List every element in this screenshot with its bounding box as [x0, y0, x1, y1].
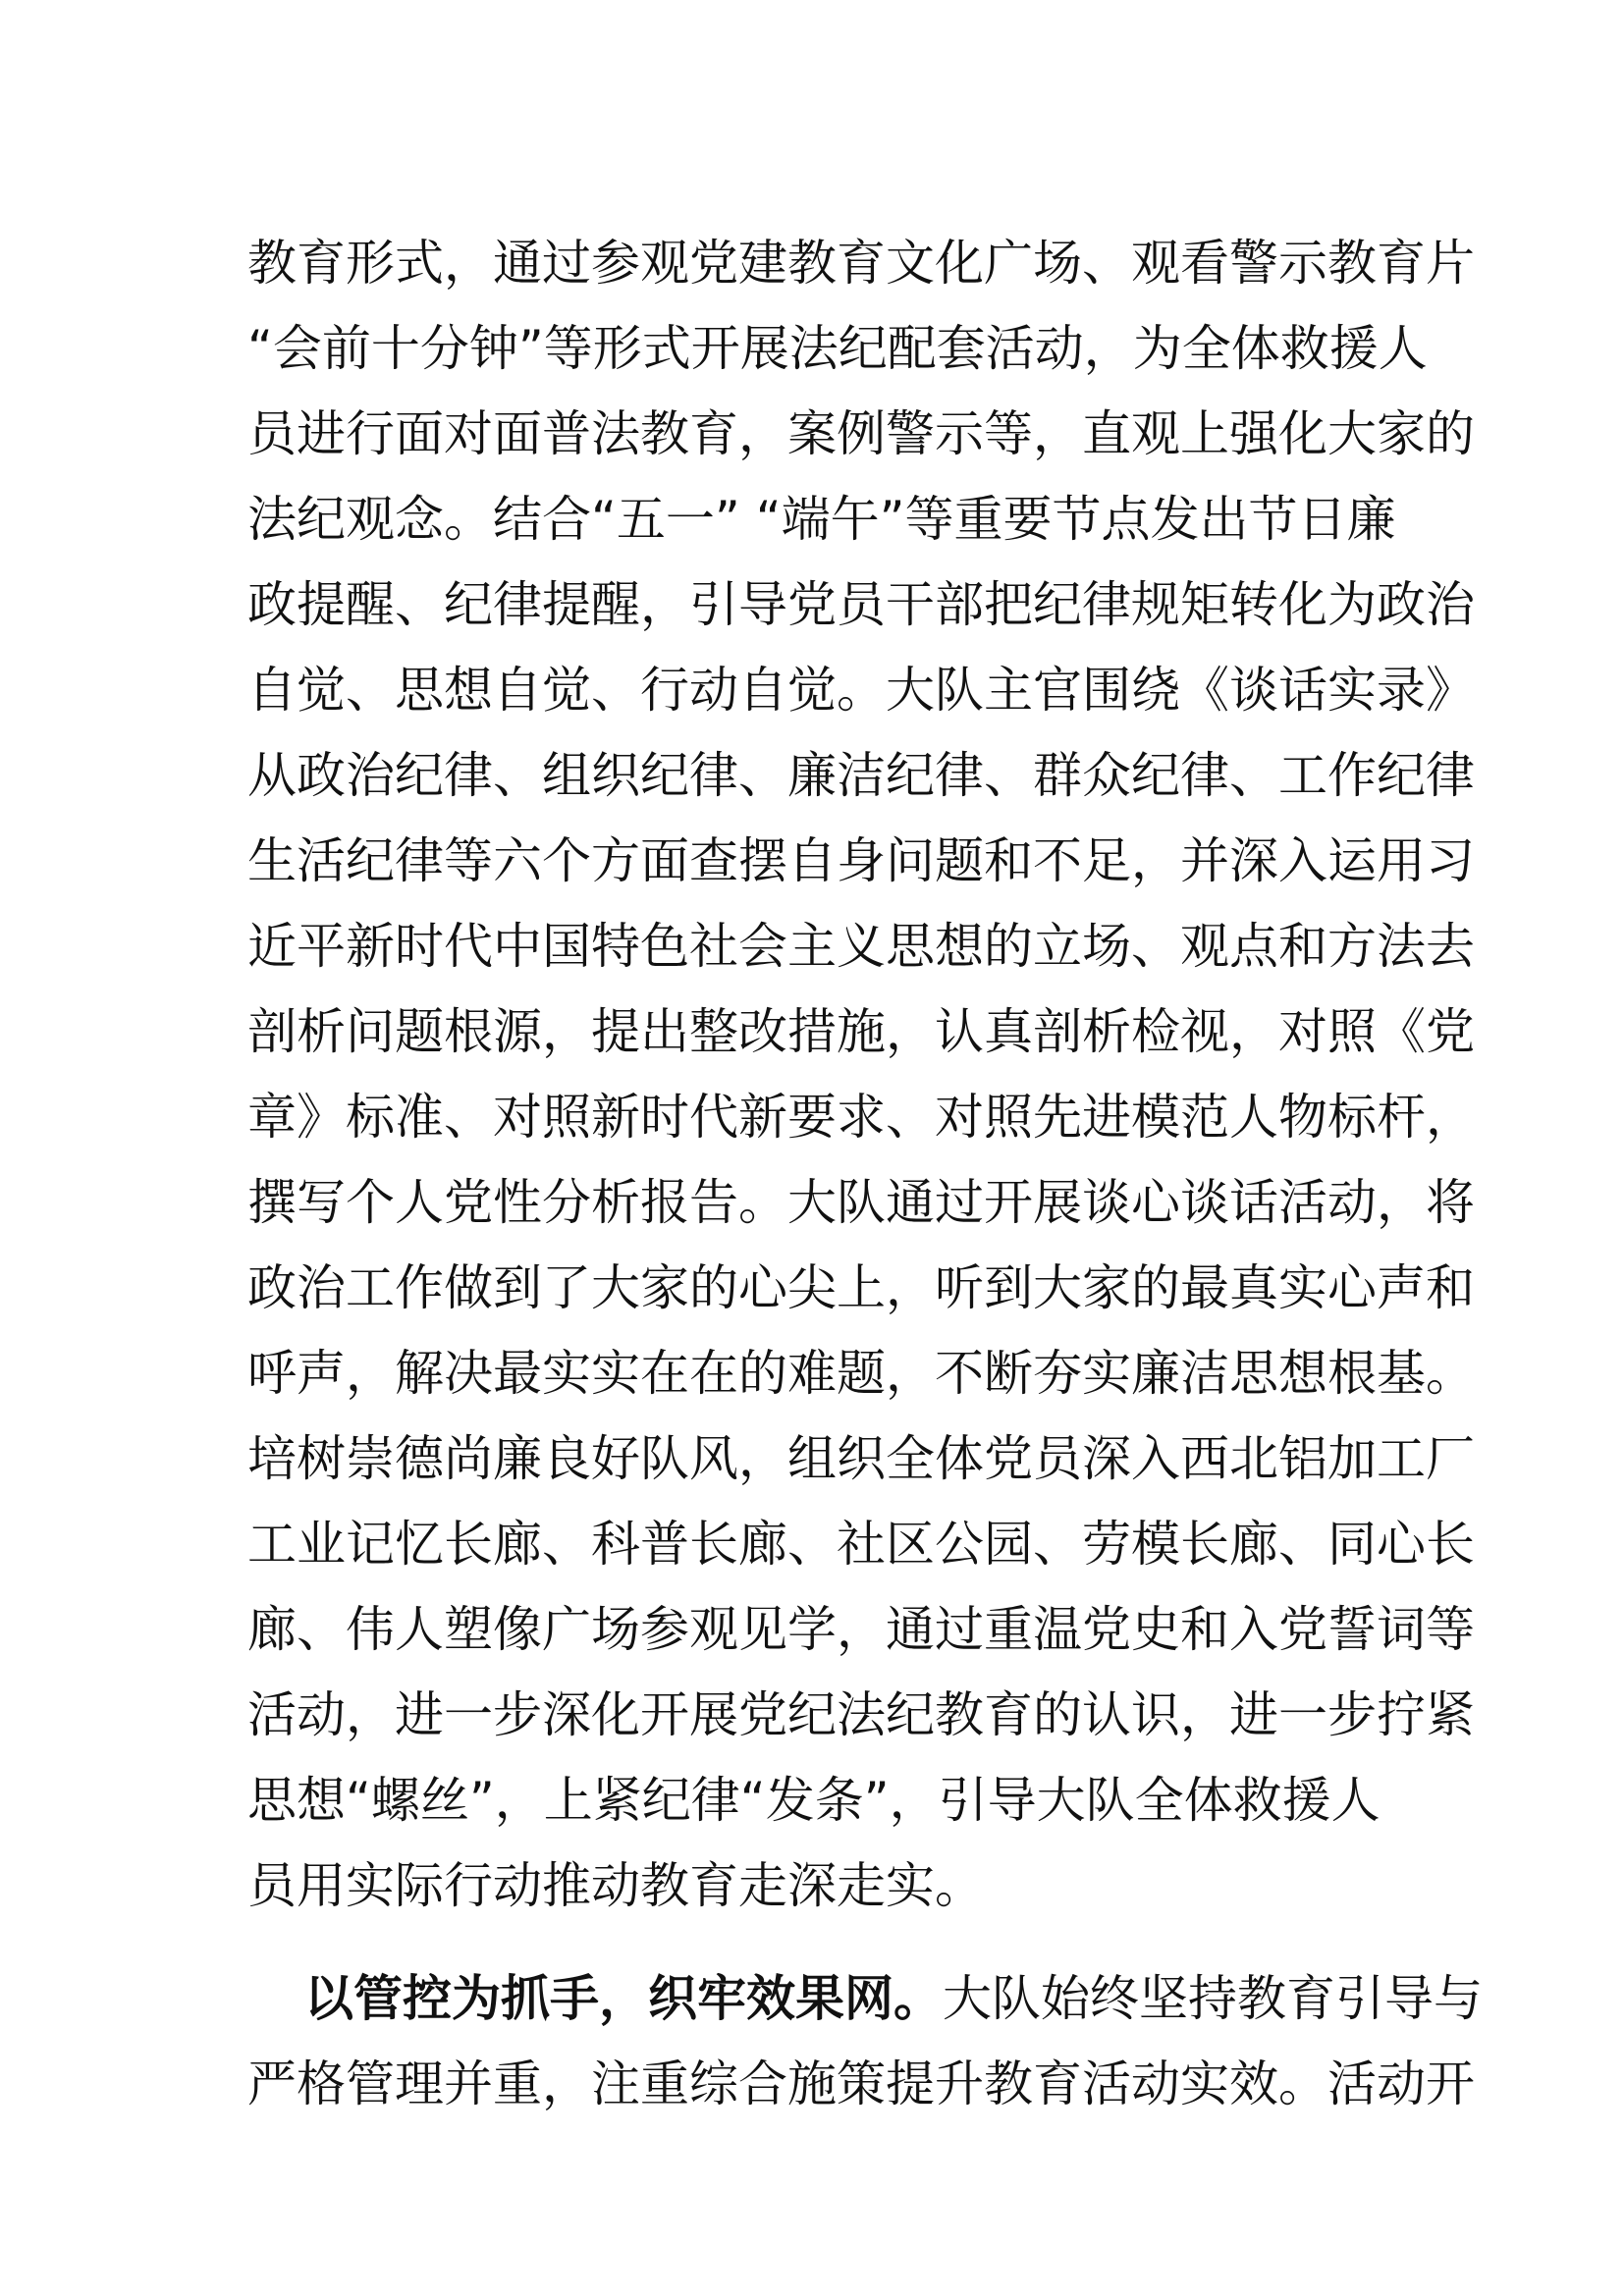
- text-line: 员用实际行动推动教育走深走实。: [247, 1857, 984, 1914]
- text-line: 政提醒、纪律提醒，引导党员干部把纪律规矩转化为政治: [247, 576, 1475, 633]
- text-line: 政治工作做到了大家的心尖上，听到大家的最真实心声和: [247, 1259, 1475, 1316]
- text-line: 思想“螺丝”，上紧纪律“发条”，引导大队全体救援人: [247, 1772, 1380, 1829]
- text-line: 活动，进一步深化开展党纪法纪教育的认识，进一步拧紧: [247, 1686, 1475, 1743]
- text-line: 呼声，解决最实实在在的难题，不断夯实廉洁思想根基。: [247, 1345, 1475, 1402]
- body-text: [247, 221, 1483, 2127]
- paragraph-heading: 以管控为抓手，织牢效果网。: [304, 1970, 943, 2027]
- paragraph-gap: [247, 1929, 1386, 1956]
- text-line: 生活纪律等六个方面查摆自身问题和不足，并深入运用习: [247, 832, 1475, 889]
- text-line: 廊、伟人塑像广场参观见学，通过重温党史和入党誓词等: [247, 1601, 1475, 1658]
- text-line: 教育形式，通过参观党建教育文化广场、观看警示教育片: [247, 235, 1475, 292]
- text-line: 从政治纪律、组织纪律、廉洁纪律、群众纪律、工作纪律: [247, 747, 1475, 804]
- text-line: 培树崇德尚廉良好队风，组织全体党员深入西北铝加工厂: [247, 1430, 1475, 1487]
- text-line: 近平新时代中国特色社会主义思想的立场、观点和方法去: [247, 918, 1475, 975]
- text-line: 严格管理并重，注重综合施策提升教育活动实效。活动开: [247, 2056, 1475, 2112]
- text-line: 撰写个人党性分析报告。大队通过开展谈心谈话活动，将: [247, 1174, 1475, 1231]
- paragraph-text: 大队始终坚持教育引导与: [943, 1970, 1483, 2027]
- text-line: 法纪观念。结合“五一” “端午”等重要节点发出节日廉: [247, 491, 1396, 548]
- text-line: 工业记忆长廊、科普长廊、社区公园、劳模长廊、同心长: [247, 1516, 1475, 1573]
- text-line: “会前十分钟”等形式开展法纪配套活动，为全体救援人: [247, 320, 1428, 377]
- text-line: 章》标准、对照新时代新要求、对照先进模范人物标杆，: [247, 1089, 1475, 1146]
- text-line: 剖析问题根源，提出整改措施，认真剖析检视，对照《党: [247, 1003, 1475, 1060]
- paragraph-2-first-line: [247, 1956, 1483, 2042]
- text-line: 自觉、思想自觉、行动自觉。大队主官围绕《谈话实录》: [247, 662, 1475, 719]
- text-line: 员进行面对面普法教育，案例警示等，直观上强化大家的: [247, 405, 1475, 462]
